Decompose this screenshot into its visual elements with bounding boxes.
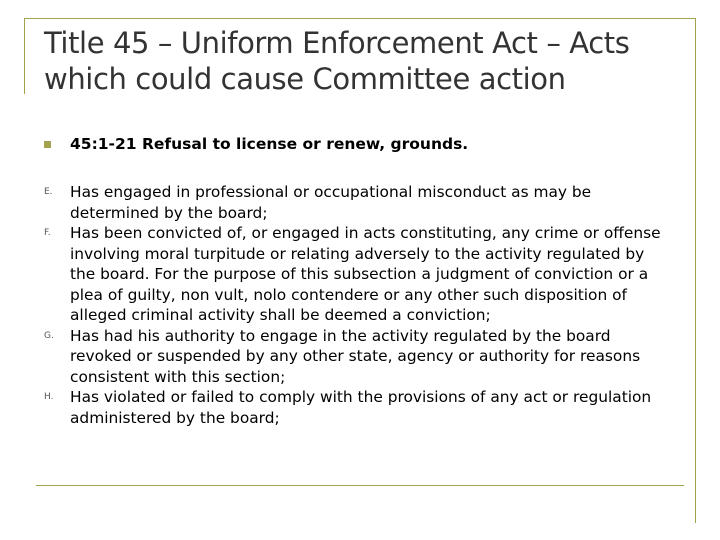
slide-title-line-1: Title 45 – Uniform Enforcement Act – Acts <box>44 26 630 60</box>
item-g-line-1: Has had his authority to engage in the activity regulated by the board <box>70 326 611 345</box>
item-g-line-3: consistent with this section; <box>70 367 286 386</box>
list-item-f <box>44 223 684 326</box>
frame-top-line <box>24 18 696 19</box>
item-f-line-1: Has been convicted of, or engaged in acts constituting, any crime or offense <box>70 224 661 242</box>
slide-title <box>44 25 684 97</box>
list-marker-e: E. <box>44 187 53 197</box>
item-e-line-1: Has engaged in professional or occupational misconduct as may be <box>70 183 592 201</box>
list-item-g <box>44 326 684 388</box>
square-bullet-icon <box>44 141 51 148</box>
item-g-line-2: revoked or suspended by any other state, agency or authority for reasons <box>70 347 641 365</box>
item-f-line-4: plea of guilty, non vult, nolo contendere or any other such disposition of <box>70 285 627 304</box>
list-marker-h: H. <box>44 392 54 402</box>
item-f-line-3: the board. For the purpose of this subsection a judgment of conviction or a <box>70 265 649 283</box>
list-item-h <box>44 387 684 428</box>
slide-title-line-2: which could cause Committee action <box>44 62 566 96</box>
frame-right-line <box>695 18 696 523</box>
item-e-line-2: determined by the board; <box>70 203 268 222</box>
provision-list <box>44 182 684 428</box>
item-f-line-2: involving moral turpitude or relating adversely to the activity regulated by <box>70 244 645 263</box>
list-marker-f: F. <box>44 228 51 238</box>
list-marker-g: G. <box>44 330 54 341</box>
item-h-line-2: administered by the board; <box>70 408 280 427</box>
statute-heading: 45:1-21 Refusal to license or renew, grounds. <box>70 135 469 153</box>
item-h-line-1: Has violated or failed to comply with the provisions of any act or regulation <box>70 388 652 406</box>
item-f-line-5: alleged criminal activity shall be deemed a conviction; <box>70 306 491 324</box>
list-item-e <box>44 182 684 223</box>
frame-bottom-line <box>36 485 684 486</box>
frame-left-line <box>24 18 25 94</box>
